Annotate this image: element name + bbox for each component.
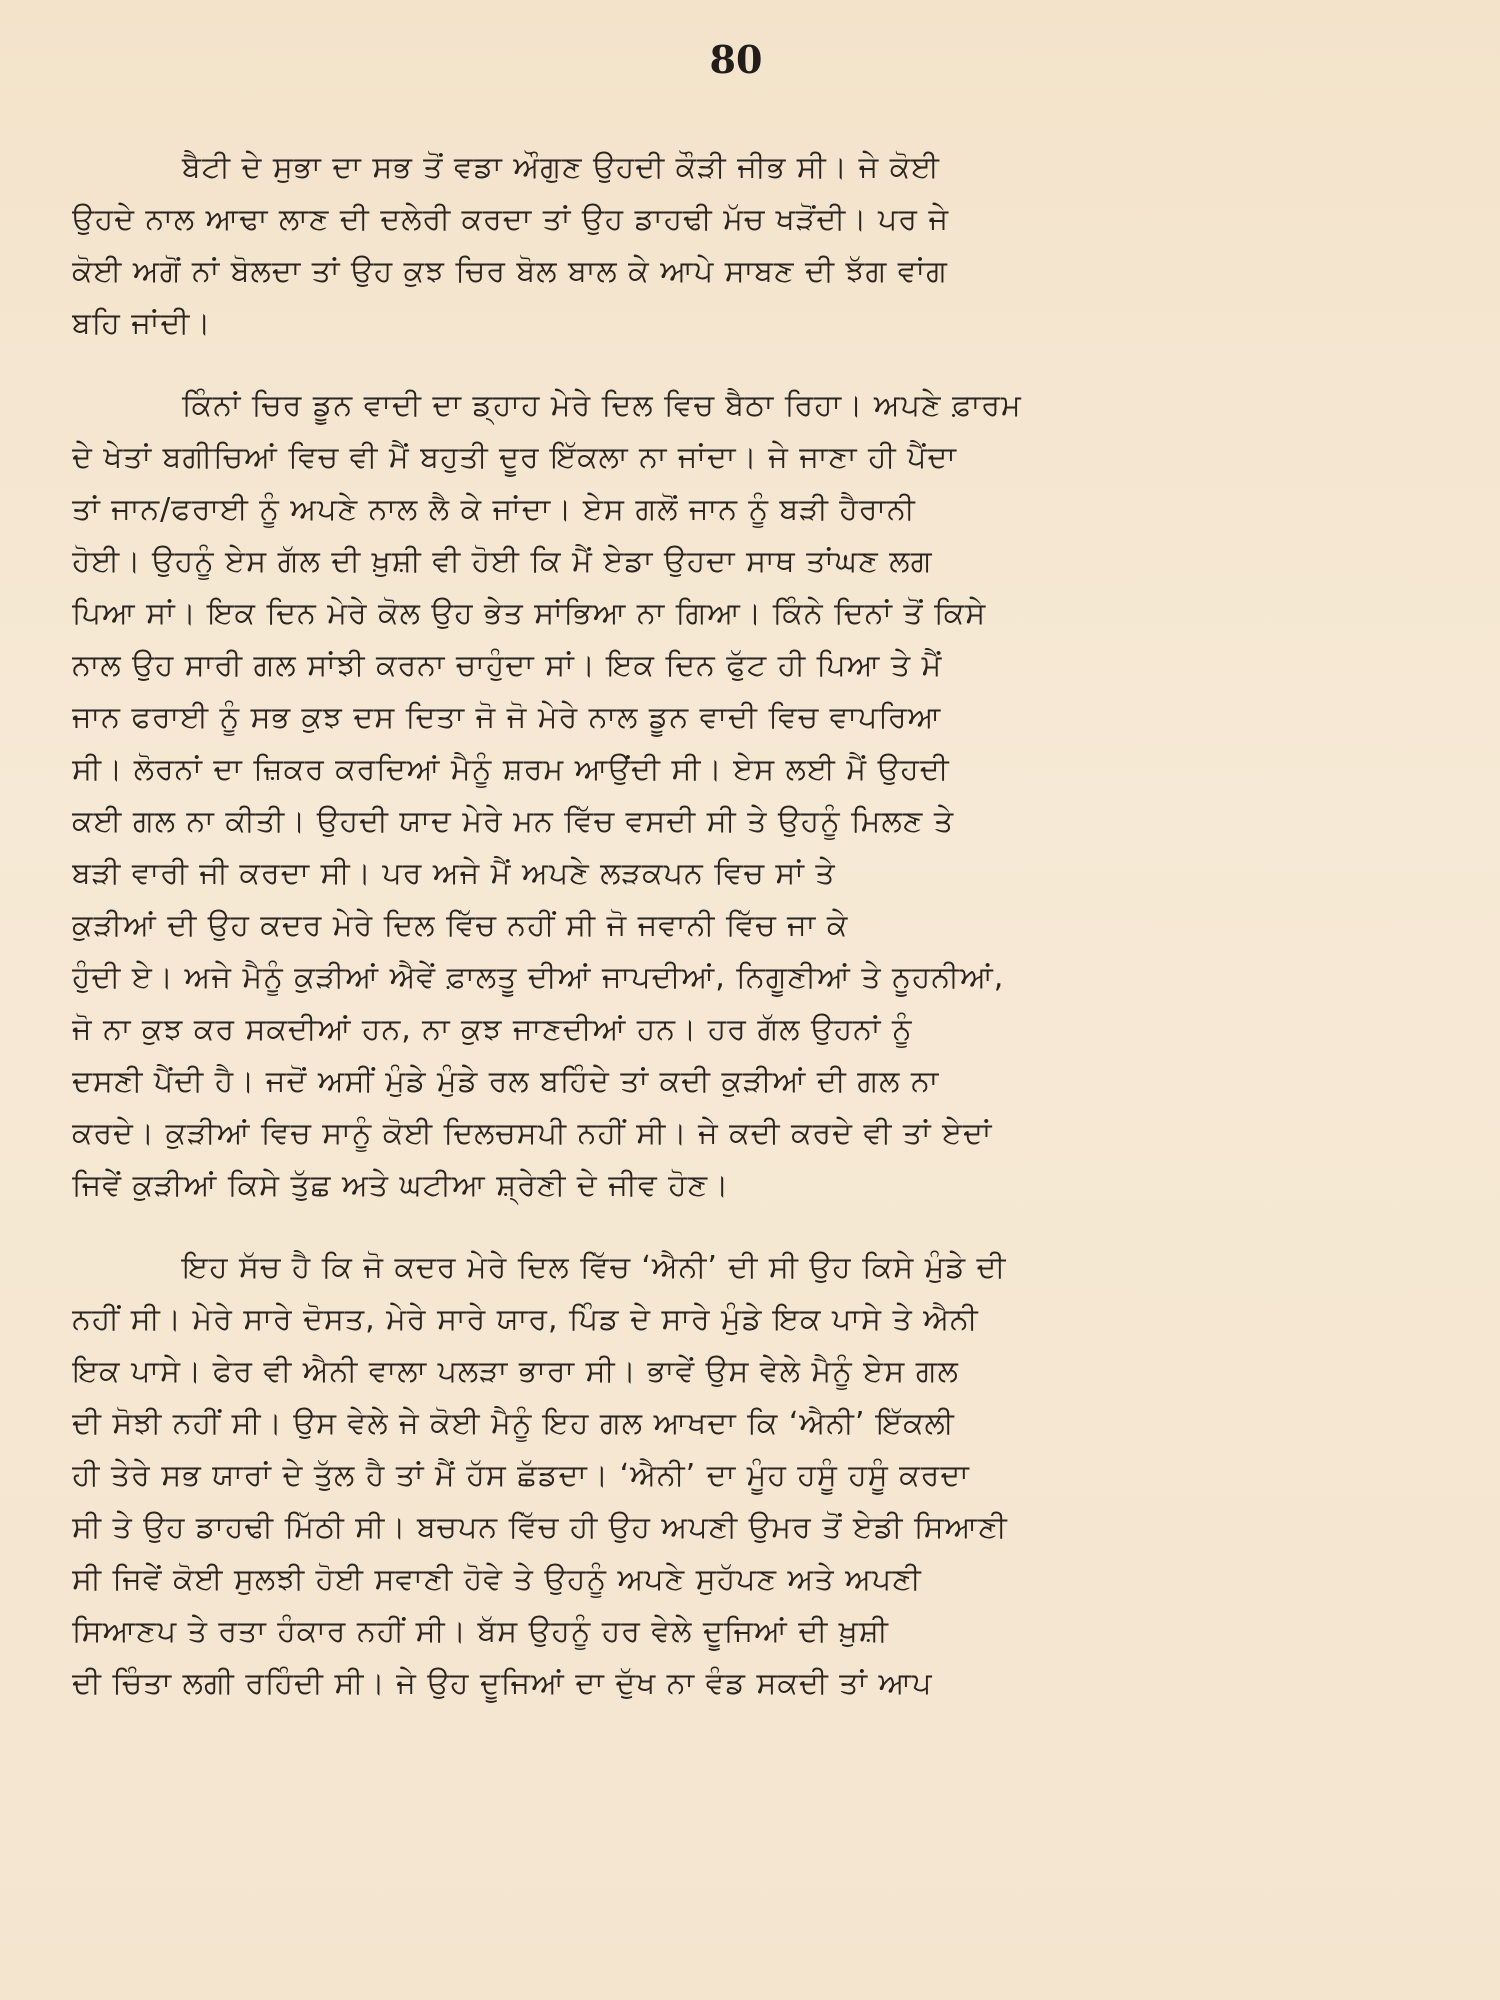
- text-line: ਸੀ। ਲੋਰਨਾਂ ਦਾ ਜ਼ਿਕਰ ਕਰਦਿਆਂ ਮੈਨੂੰ ਸ਼ਰਮ ਆਉਂਦੀ ਸੀ। ਏਸ ਲਈ ਮੈਂ ਉਹਦੀ: [72, 752, 950, 787]
- text-line: ਨਾਲ ਉਹ ਸਾਰੀ ਗਲ ਸਾਂਝੀ ਕਰਨਾ ਚਾਹੁੰਦਾ ਸਾਂ। ਇਕ ਦਿਨ ਫੁੱਟ ਹੀ ਪਿਆ ਤੇ ਮੈਂ: [72, 648, 943, 683]
- text-line: ਦੀ ਚਿੰਤਾ ਲਗੀ ਰਹਿੰਦੀ ਸੀ। ਜੇ ਉਹ ਦੂਜਿਆਂ ਦਾ ਦੁੱਖ ਨਾ ਵੰਡ ਸਕਦੀ ਤਾਂ ਆਪ: [72, 1666, 933, 1701]
- text-line: ਹੀ ਤੇਰੇ ਸਭ ਯਾਰਾਂ ਦੇ ਤੁੱਲ ਹੈ ਤਾਂ ਮੈਂ ਹੱਸ ਛੱਡਦਾ। ‘ਐਨੀ’ ਦਾ ਮੂੰਹ ਹਸੂੰ ਹਸੂੰ ਕਰਦਾ: [72, 1458, 970, 1493]
- paragraph-gap: [72, 1212, 1400, 1242]
- text-line: ਬਹਿ ਜਾਂਦੀ।: [72, 306, 212, 341]
- text-line: ਬੈਟੀ ਦੇ ਸੁਭਾ ਦਾ ਸਭ ਤੋਂ ਵਡਾ ਔਗੁਣ ਉਹਦੀ ਕੌੜੀ ਜੀਭ ਸੀ। ਜੇ ਕੋਈ: [182, 150, 940, 185]
- text-line: ਦੀ ਸੋਝੀ ਨਹੀਂ ਸੀ। ਉਸ ਵੇਲੇ ਜੇ ਕੋਈ ਮੈਨੂੰ ਇਹ ਗਲ ਆਖਦਾ ਕਿ ‘ਐਨੀ’ ਇੱਕਲੀ: [72, 1406, 955, 1441]
- text-line: ਇਕ ਪਾਸੇ। ਫੇਰ ਵੀ ਐਨੀ ਵਾਲਾ ਪਲੜਾ ਭਾਰਾ ਸੀ। ਭਾਵੇਂ ਉਸ ਵੇਲੇ ਮੈਨੂੰ ਏਸ ਗਲ: [72, 1354, 959, 1389]
- text-line: ਦੇ ਖੇਤਾਂ ਬਗੀਚਿਆਂ ਵਿਚ ਵੀ ਮੈਂ ਬਹੁਤੀ ਦੂਰ ਇੱਕਲਾ ਨਾ ਜਾਂਦਾ। ਜੇ ਜਾਣਾ ਹੀ ਪੈਂਦਾ: [72, 440, 957, 475]
- text-line: ਕੋਈ ਅਗੋਂ ਨਾਂ ਬੋਲਦਾ ਤਾਂ ਉਹ ਕੁਝ ਚਿਰ ਬੋਲ ਬਾਲ ਕੇ ਆਪੇ ਸਾਬਣ ਦੀ ਝੱਗ ਵਾਂਗ: [72, 254, 948, 289]
- text-line: ਦਸਣੀ ਪੈਂਦੀ ਹੈ। ਜਦੋਂ ਅਸੀਂ ਮੁੰਡੇ ਮੁੰਡੇ ਰਲ ਬਹਿੰਦੇ ਤਾਂ ਕਦੀ ਕੁੜੀਆਂ ਦੀ ਗਲ ਨਾ: [72, 1064, 940, 1099]
- paragraph-2: [72, 380, 1400, 1212]
- text-line: ਜਾਨ ਫਰਾਈ ਨੂੰ ਸਭ ਕੁਝ ਦਸ ਦਿਤਾ ਜੋ ਜੋ ਮੇਰੇ ਨਾਲ ਡੂਨ ਵਾਦੀ ਵਿਚ ਵਾਪਰਿਆ: [72, 700, 942, 735]
- text-line: ਹੁੰਦੀ ਏ। ਅਜੇ ਮੈਨੂੰ ਕੁੜੀਆਂ ਐਵੇਂ ਫ਼ਾਲਤੂ ਦੀਆਂ ਜਾਪਦੀਆਂ, ਨਿਗੂਣੀਆਂ ਤੇ ਨੂਹਨੀਆਂ,: [72, 960, 1005, 995]
- text-line: ਕਿੰਨਾਂ ਚਿਰ ਡੂਨ ਵਾਦੀ ਦਾ ਡ੍ਹਾਹ ਮੇਰੇ ਦਿਲ ਵਿਚ ਬੈਠਾ ਰਿਹਾ। ਅਪਣੇ ਫ਼ਾਰਮ: [182, 388, 1022, 423]
- text-line: ਸਿਆਣਪ ਤੇ ਰਤਾ ਹੰਕਾਰ ਨਹੀਂ ਸੀ। ਬੱਸ ਉਹਨੂੰ ਹਰ ਵੇਲੇ ਦੂਜਿਆਂ ਦੀ ਖ਼ੁਸ਼ੀ: [72, 1614, 889, 1649]
- text-line: ਜੋ ਨਾ ਕੁਝ ਕਰ ਸਕਦੀਆਂ ਹਨ, ਨਾ ਕੁਝ ਜਾਣਦੀਆਂ ਹਨ। ਹਰ ਗੱਲ ਉਹਨਾਂ ਨੂੰ: [72, 1012, 913, 1047]
- paragraph-3: [72, 1242, 1400, 1710]
- text-line: ਬੜੀ ਵਾਰੀ ਜੀ ਕਰਦਾ ਸੀ। ਪਰ ਅਜੇ ਮੈਂ ਅਪਣੇ ਲੜਕਪਨ ਵਿਚ ਸਾਂ ਤੇ: [72, 856, 836, 891]
- text-line: ਕੁੜੀਆਂ ਦੀ ਉਹ ਕਦਰ ਮੇਰੇ ਦਿਲ ਵਿੱਚ ਨਹੀਂ ਸੀ ਜੋ ਜਵਾਨੀ ਵਿੱਚ ਜਾ ਕੇ: [72, 908, 849, 943]
- paragraph-1: [72, 142, 1400, 350]
- text-line: ਸੀ ਤੇ ਉਹ ਡਾਹਢੀ ਮਿੱਠੀ ਸੀ। ਬਚਪਨ ਵਿੱਚ ਹੀ ਉਹ ਅਪਣੀ ਉਮਰ ਤੋਂ ਏਡੀ ਸਿਆਣੀ: [72, 1510, 1008, 1545]
- text-line: ਨਹੀਂ ਸੀ। ਮੇਰੇ ਸਾਰੇ ਦੋਸਤ, ਮੇਰੇ ਸਾਰੇ ਯਾਰ, ਪਿੰਡ ਦੇ ਸਾਰੇ ਮੁੰਡੇ ਇਕ ਪਾਸੇ ਤੇ ਐਨੀ: [72, 1302, 979, 1337]
- text-line: ਉਹਦੇ ਨਾਲ ਆਢਾ ਲਾਣ ਦੀ ਦਲੇਰੀ ਕਰਦਾ ਤਾਂ ਉਹ ਡਾਹਢੀ ਮੱਚ ਖੜੋਂਦੀ। ਪਰ ਜੇ: [72, 202, 950, 237]
- text-line: ਪਿਆ ਸਾਂ। ਇਕ ਦਿਨ ਮੇਰੇ ਕੋਲ ਉਹ ਭੇਤ ਸਾਂਭਿਆ ਨਾ ਗਿਆ। ਕਿੰਨੇ ਦਿਨਾਂ ਤੋਂ ਕਿਸੇ: [72, 596, 987, 631]
- text-line: ਸੀ ਜਿਵੇਂ ਕੋਈ ਸੁਲਝੀ ਹੋਈ ਸਵਾਣੀ ਹੋਵੇ ਤੇ ਉਹਨੂੰ ਅਪਣੇ ਸੁਹੱਪਣ ਅਤੇ ਅਪਣੀ: [72, 1562, 922, 1597]
- paragraph-gap: [72, 350, 1400, 380]
- text-line: ਕਈ ਗਲ ਨਾ ਕੀਤੀ। ਉਹਦੀ ਯਾਦ ਮੇਰੇ ਮਨ ਵਿੱਚ ਵਸਦੀ ਸੀ ਤੇ ਉਹਨੂੰ ਮਿਲਣ ਤੇ: [72, 804, 955, 839]
- text-line: ਹੋਈ। ਉਹਨੂੰ ਏਸ ਗੱਲ ਦੀ ਖ਼ੁਸ਼ੀ ਵੀ ਹੋਈ ਕਿ ਮੈਂ ਏਡਾ ਉਹਦਾ ਸਾਥ ਤਾਂਘਣ ਲਗ: [72, 544, 933, 579]
- text-line: ਇਹ ਸੱਚ ਹੈ ਕਿ ਜੋ ਕਦਰ ਮੇਰੇ ਦਿਲ ਵਿੱਚ ‘ਐਨੀ’ ਦੀ ਸੀ ਉਹ ਕਿਸੇ ਮੁੰਡੇ ਦੀ: [182, 1250, 1007, 1285]
- text-line: ਕਰਦੇ। ਕੁੜੀਆਂ ਵਿਚ ਸਾਨੂੰ ਕੋਈ ਦਿਲਚਸਪੀ ਨਹੀਂ ਸੀ। ਜੇ ਕਦੀ ਕਰਦੇ ਵੀ ਤਾਂ ਏਦਾਂ: [72, 1116, 993, 1151]
- text-line: ਤਾਂ ਜਾਨ/ਫਰਾਈ ਨੂੰ ਅਪਣੇ ਨਾਲ ਲੈ ਕੇ ਜਾਂਦਾ। ਏਸ ਗਲੋਂ ਜਾਨ ਨੂੰ ਬੜੀ ਹੈਰਾਨੀ: [72, 492, 916, 527]
- page-number: 80: [709, 37, 763, 82]
- text-line: ਜਿਵੇਂ ਕੁੜੀਆਂ ਕਿਸੇ ਤੁੱਛ ਅਤੇ ਘਟੀਆ ਸ਼੍ਰੇਣੀ ਦੇ ਜੀਵ ਹੋਣ।: [72, 1168, 730, 1203]
